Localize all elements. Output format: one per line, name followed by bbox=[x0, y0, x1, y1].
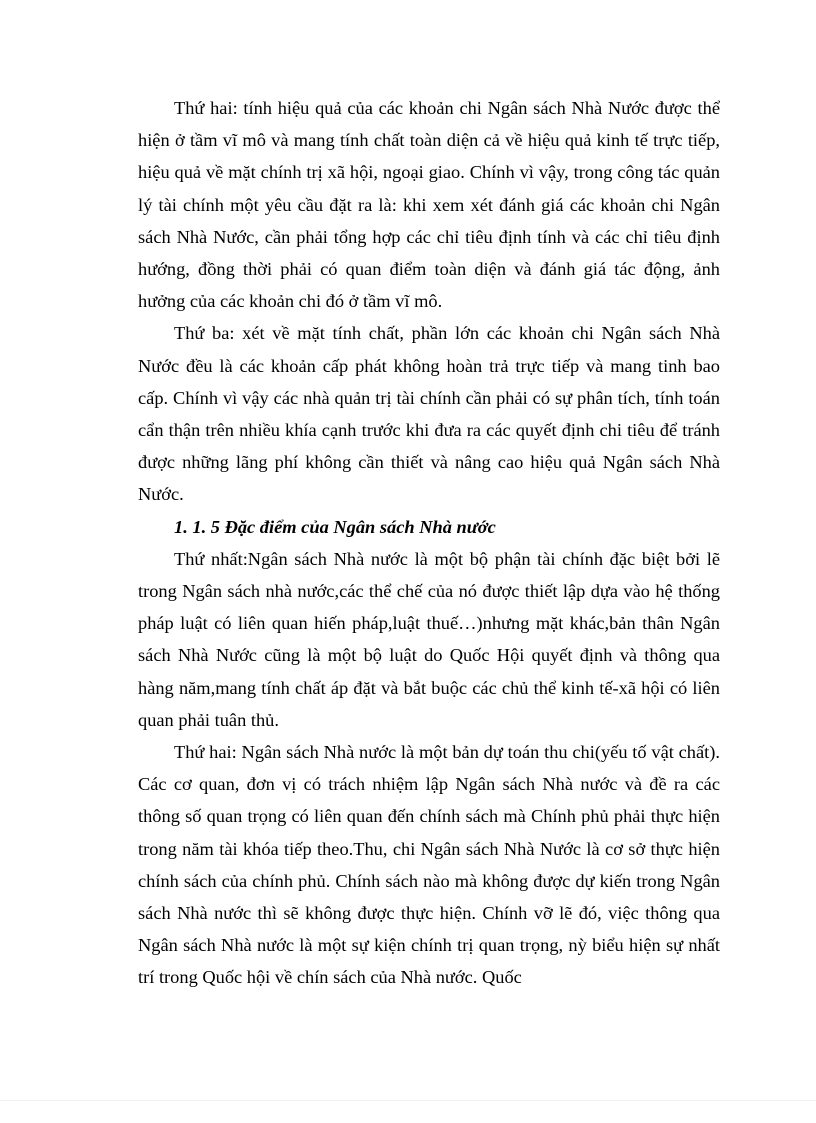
paragraph-thu-ba: Thứ ba: xét về mặt tính chất, phần lớn các khoản chi Ngân sách Nhà Nước đều là các khoản cấp phát không hoàn trả trực tiếp và mang tinh bao cấp. Chính vì vậy các nhà quản trị tài chính cần phải có sự phân tích, tính toán cẩn thận trên nhiều khía cạnh trước khi đưa ra các quyết định chi tiêu để tránh được những lãng phí không cần thiết và nâng cao hiệu quả Ngân sách Nhà Nước. bbox=[138, 323, 720, 505]
paragraph-thu-hai: Thứ hai: Ngân sách Nhà nước là một bản dự toán thu chi(yếu tố vật chất). Các cơ quan, đơn vị có trách nhiệm lập Ngân sách Nhà nước và đề ra các thông số quan trọng có liên quan đến chính sách mà Chính phủ phải thực hiện trong năm tài khóa tiếp theo.Thu, chi Ngân sách Nhà Nước là cơ sở thực hiện chính sách của chính phủ. Chính sách nào mà không được dự kiến trong Ngân sách Nhà nước thì sẽ không được thực hiện. Chính vỡ lẽ đó, việc thông qua Ngân sách Nhà nước là một sự kiện chính trị quan trọng, nỳ biểu hiện sự nhất trí trong Quốc hội về chín sách của Nhà nước. Quốc bbox=[138, 742, 720, 988]
document-body bbox=[138, 92, 720, 994]
section-heading: 1. 1. 5 Đặc điểm của Ngân sách Nhà nước bbox=[174, 516, 496, 537]
paragraph-thu-hai-intro: Thứ hai: tính hiệu quả của các khoản chi Ngân sách Nhà Nước được thể hiện ở tầm vĩ mô và mang tính chất toàn diện cả về hiệu quả kinh tế trực tiếp, hiệu quả về mặt chính trị xã hội, ngoại giao. Chính vì vậy, trong công tác quản lý tài chính một yêu cầu đặt ra là: khi xem xét đánh giá các khoản chi Ngân sách Nhà Nước, cần phải tổng hợp các chỉ tiêu định tính và các chỉ tiêu định hướng, đồng thời phải có quan điểm toàn diện và đánh giá tác động, ảnh hưởng của các khoản chi đó ở tầm vĩ mô. bbox=[138, 98, 720, 312]
paragraph-thu-nhat: Thứ nhất:Ngân sách Nhà nước là một bộ phận tài chính đặc biệt bởi lẽ trong Ngân sách nhà nước,các thể chế của nó được thiết lập dựa vào hệ thống pháp luật có liên quan hiến pháp,luật thuế…)nhưng mặt khác,bản thân Ngân sách Nhà Nước cũng là một bộ luật do Quốc Hội quyết định và thông qua hàng năm,mang tính chất áp đặt và bắt buộc các chủ thể kinh tế-xã hội có liên quan phải tuân thủ. bbox=[138, 548, 720, 730]
page-bottom-divider bbox=[0, 1100, 816, 1101]
